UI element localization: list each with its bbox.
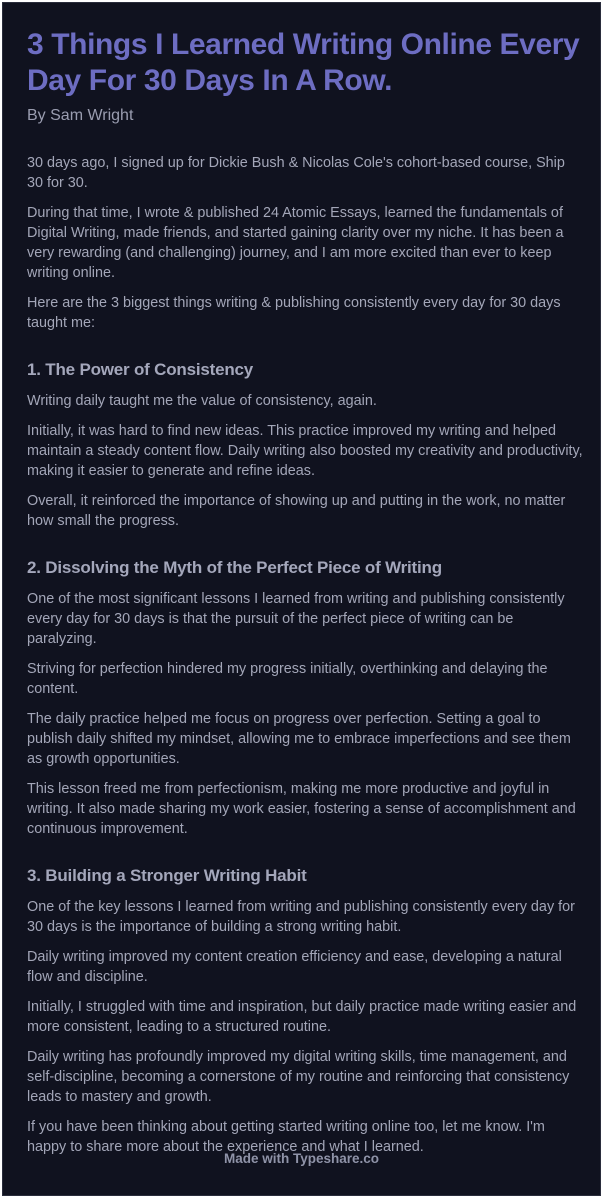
section-paragraph: Initially, I struggled with time and inspiration, but daily practice made writing easier and more consistent, leading to a structured routine. bbox=[27, 999, 577, 1035]
article-title: 3 Things I Learned Writing Online Every Day For 30 Days In A Row. bbox=[27, 28, 580, 97]
article-body bbox=[27, 153, 583, 1157]
intro-paragraph: 30 days ago, I signed up for Dickie Bush & Nicolas Cole's cohort-based course, Ship 30 for 30. bbox=[27, 155, 565, 191]
intro-paragraph: Here are the 3 biggest things writing & publishing consistently every day for 30 days taught me: bbox=[27, 295, 561, 331]
intro-paragraph: During that time, I wrote & published 24 Atomic Essays, learned the fundamentals of Digital Writing, made friends, and started gaining clarity over my niche. It has been a very rewarding (and challenging) journey, and I am more excited than ever to keep writing online. bbox=[27, 205, 564, 281]
section-heading: 1. The Power of Consistency bbox=[27, 360, 254, 379]
section-paragraph: Daily writing has profoundly improved my digital writing skills, time management, and self-discipline, becoming a cornerstone of my routine and reinforcing that consistency leads to mastery and growth. bbox=[27, 1049, 570, 1105]
section-paragraph: The daily practice helped me focus on progress over perfection. Setting a goal to publish daily shifted my mindset, allowing me to embrace imperfections and see them as growth opportunities. bbox=[27, 711, 571, 767]
section-heading: 3. Building a Stronger Writing Habit bbox=[27, 866, 307, 885]
section-paragraph: Daily writing improved my content creation efficiency and ease, developing a natural flow and discipline. bbox=[27, 949, 562, 985]
article-card bbox=[2, 2, 601, 1196]
section-paragraph: Striving for perfection hindered my progress initially, overthinking and delaying the content. bbox=[27, 661, 548, 697]
section-paragraph: Overall, it reinforced the importance of showing up and putting in the work, no matter how small the progress. bbox=[27, 493, 566, 529]
section-paragraph: Initially, it was hard to find new ideas. This practice improved my writing and helped maintain a steady content flow. Daily writing also boosted my creativity and productivity, making it easier to generate and refine ideas. bbox=[27, 423, 583, 479]
article-byline: By Sam Wright bbox=[27, 107, 134, 124]
section-paragraph: If you have been thinking about getting started writing online too, let me know. I'm happy to share more about the experience and what I learned. bbox=[27, 1119, 545, 1155]
section-paragraph: One of the key lessons I learned from writing and publishing consistently every day for 30 days is the importance of building a strong writing habit. bbox=[27, 899, 575, 935]
section-paragraph: One of the most significant lessons I learned from writing and publishing consistently every day for 30 days is that the pursuit of the perfect piece of writing can be paralyzing. bbox=[27, 591, 565, 647]
section-paragraph: Writing daily taught me the value of consistency, again. bbox=[27, 393, 377, 409]
section-paragraph: This lesson freed me from perfectionism, making me more productive and joyful in writing. It also made sharing my work easier, fostering a sense of accomplishment and continuous improvement. bbox=[27, 781, 576, 837]
made-with-footer: Made with Typeshare.co bbox=[223, 1151, 380, 1166]
section-heading: 2. Dissolving the Myth of the Perfect Piece of Writing bbox=[27, 558, 442, 577]
article-content bbox=[27, 27, 583, 1167]
